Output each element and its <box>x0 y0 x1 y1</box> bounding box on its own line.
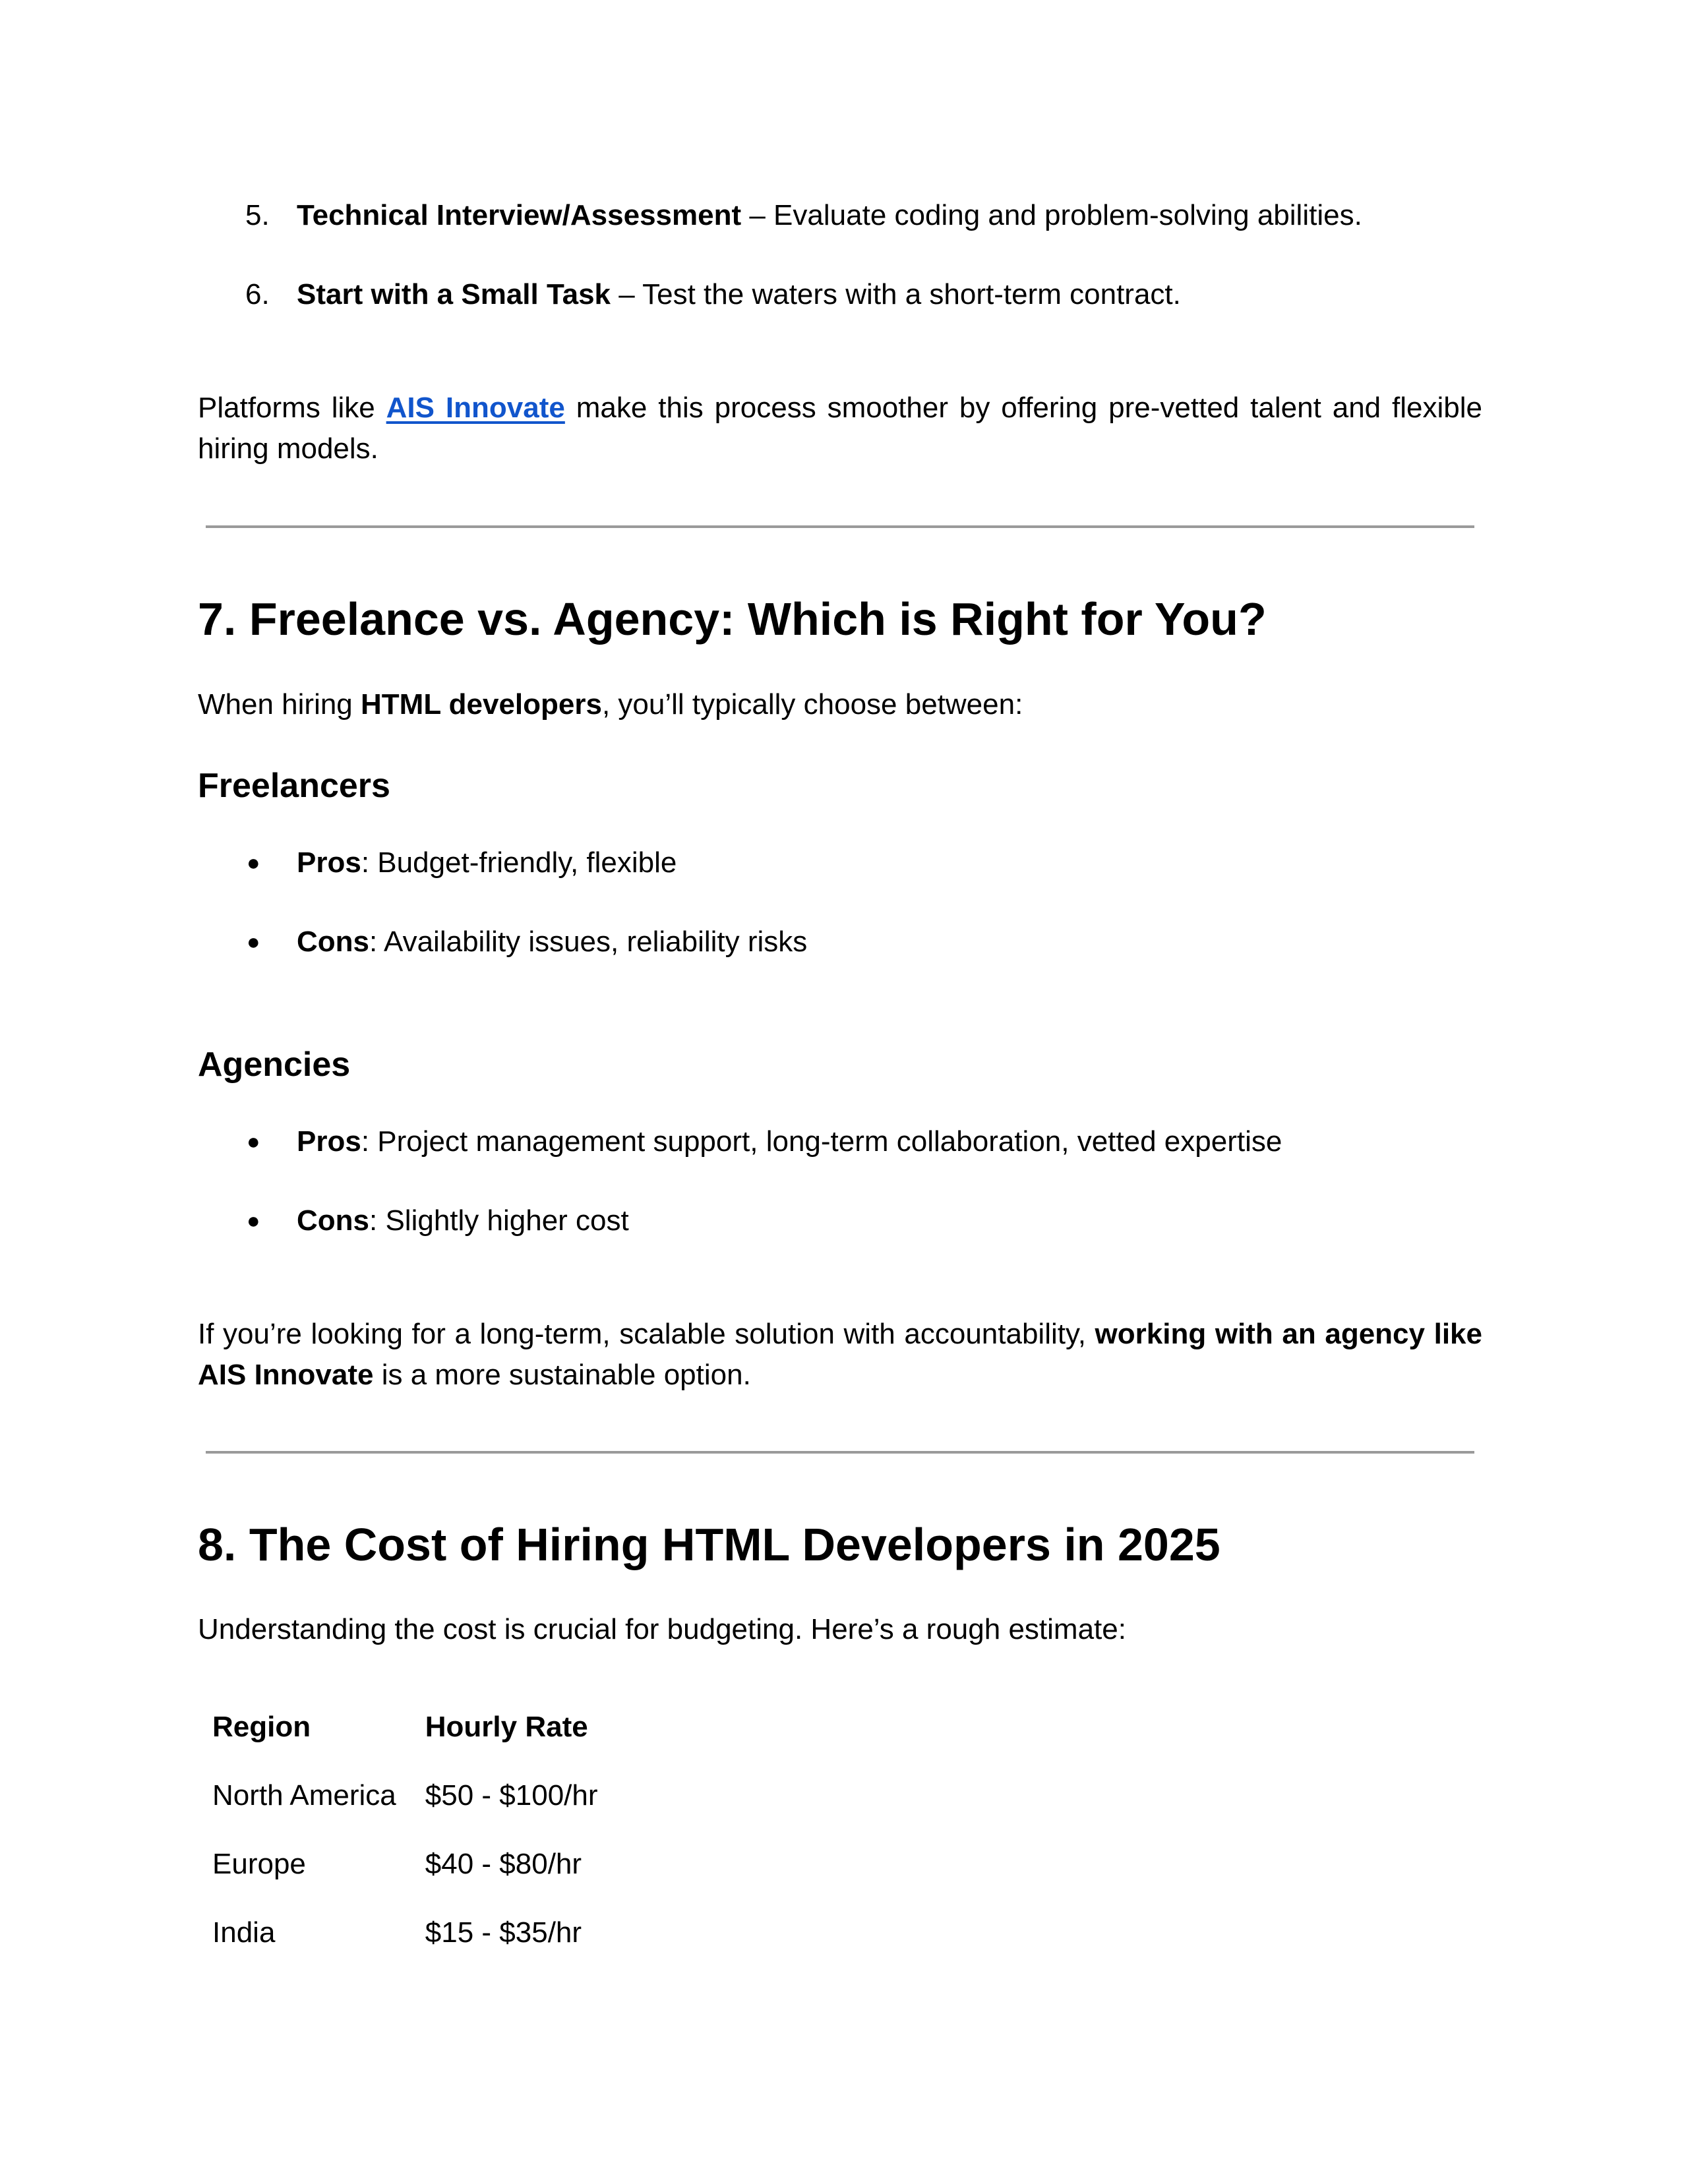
section8-intro: Understanding the cost is crucial for budgeting. Here’s a rough estimate: <box>198 1613 1126 1645</box>
bullet-icon: ● <box>247 1208 260 1233</box>
list-number: 6. <box>245 278 270 310</box>
list-item-title: Start with a Small Task <box>297 278 611 310</box>
bullet-icon: ● <box>247 850 260 875</box>
intro-text: , you’ll typically choose between: <box>601 688 1023 721</box>
bullet-icon: ● <box>247 930 260 955</box>
list-item-desc: – Test the waters with a short-term contract. <box>611 278 1181 310</box>
list-item-text <box>297 274 1181 315</box>
list-item-text <box>297 1121 1282 1162</box>
list-item-title: Technical Interview/Assessment <box>297 199 742 231</box>
table-row <box>198 1899 613 1967</box>
hourly-rates-table <box>198 1693 613 1967</box>
list-item-desc: : Slightly higher cost <box>369 1204 629 1237</box>
platforms-paragraph <box>198 388 1482 469</box>
paragraph-bold: working with an agency like AIS Innovate <box>198 1318 1482 1391</box>
bullet-icon: ● <box>247 1129 260 1154</box>
table-row <box>198 1830 613 1899</box>
list-item-desc: : Availability issues, reliability risks <box>369 926 808 958</box>
horizontal-rule <box>206 525 1474 528</box>
paragraph-text: If you’re looking for a long-term, scalable solution with accountability, <box>198 1318 1095 1350</box>
list-item-text <box>297 195 1362 236</box>
paragraph-text: is a more sustainable option. <box>373 1359 751 1391</box>
list-number: 5. <box>245 199 270 231</box>
table-row <box>198 1761 613 1830</box>
horizontal-rule <box>206 1451 1474 1454</box>
list-item-desc: : Budget-friendly, flexible <box>361 846 677 879</box>
paragraph-text: Platforms like <box>198 392 386 424</box>
table-cell-rate: $40 - $80/hr <box>425 1848 582 1880</box>
table-cell-region: India <box>212 1916 276 1949</box>
section-heading-freelance-vs-agency: 7. Freelance vs. Agency: Which is Right for You? <box>198 593 1267 645</box>
section-heading-cost: 8. The Cost of Hiring HTML Developers in 2025 <box>198 1519 1221 1570</box>
table-cell-region: Europe <box>212 1848 306 1880</box>
list-item-label: Pros <box>297 1125 361 1158</box>
list-item-label: Cons <box>297 1204 369 1237</box>
intro-bold: HTML developers <box>361 688 602 721</box>
list-item-label: Cons <box>297 926 369 958</box>
table-header-hourly-rate: Hourly Rate <box>425 1711 588 1743</box>
paragraph-text: make this process smoother by offering pre-vetted talent and flexible hiring models. <box>198 392 1483 465</box>
list-item-text <box>297 842 677 883</box>
section7-conclusion <box>198 1314 1482 1396</box>
list-item-text <box>297 922 807 962</box>
list-item-desc: : Project management support, long-term collaboration, vetted expertise <box>361 1125 1282 1158</box>
list-item-label: Pros <box>297 846 361 879</box>
subheading-agencies: Agencies <box>198 1046 351 1084</box>
ais-innovate-link[interactable]: AIS Innovate <box>386 392 565 424</box>
intro-text: When hiring <box>198 688 361 721</box>
subheading-freelancers: Freelancers <box>198 767 390 805</box>
section7-intro <box>198 684 1023 725</box>
table-cell-region: North America <box>212 1779 396 1812</box>
table-header-region: Region <box>212 1711 311 1743</box>
table-cell-rate: $50 - $100/hr <box>425 1779 598 1812</box>
table-header-row <box>198 1693 613 1761</box>
table-cell-rate: $15 - $35/hr <box>425 1916 582 1949</box>
list-item-text <box>297 1200 629 1241</box>
list-item-desc: – Evaluate coding and problem-solving abilities. <box>741 199 1362 231</box>
